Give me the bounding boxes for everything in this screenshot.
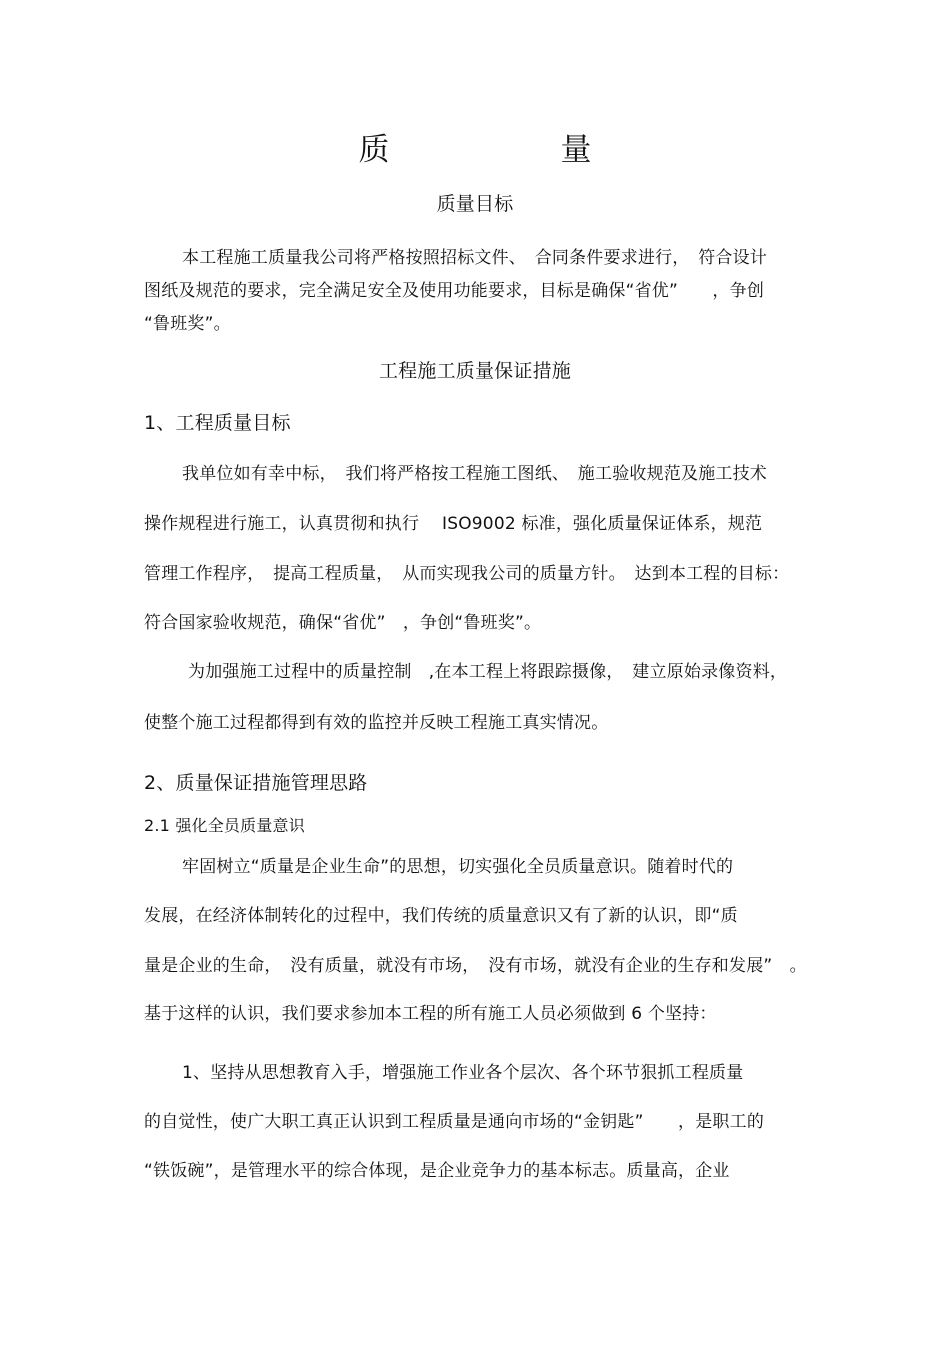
item1-para-line-1: 1、坚持从思想教育入手，增强施工作业各个层次、各个环节狠抓工程质量 <box>182 1063 744 1083</box>
sec21-para-line-2: 发展，在经济体制转化的过程中，我们传统的质量意识又有了新的认识，即“质 <box>144 906 738 926</box>
sec21-para-line-3: 量是企业的生命， 没有质量，就没有市场， 没有市场，就没有企业的生存和发展” 。 <box>144 956 807 976</box>
goal-paragraph-line-2: 图纸及规范的要求，完全满足安全及使用功能要求，目标是确保“省优” ，争创 <box>144 281 765 301</box>
sec1-para1-line-2: 操作规程进行施工，认真贯彻和执行 ISO9002 标准，强化质量保证体系，规范 <box>144 514 763 534</box>
sec1-para1-line-1: 我单位如有幸中标， 我们将严格按工程施工图纸、 施工验收规范及施工技术 <box>182 464 767 484</box>
item1-para-line-2: 的自觉性，使广大职工真正认识到工程质量是通向市场的“金钥匙” ，是职工的 <box>144 1112 765 1132</box>
section-heading-measures: 工程施工质量保证措施 <box>378 360 571 382</box>
section-heading-quality-goal: 质量目标 <box>436 193 514 215</box>
sec21-para-line-1: 牢固树立“质量是企业生命”的思想，切实强化全员质量意识。随着时代的 <box>182 857 734 877</box>
sec21-para-line-4: 基于这样的认识，我们要求参加本工程的所有施工人员必须做到 6 个坚持： <box>144 1004 717 1024</box>
section-2-heading: 2、质量保证措施管理思路 <box>144 772 368 794</box>
section-2-1-heading: 2.1 强化全员质量意识 <box>144 816 305 835</box>
document-title: 质 量 <box>358 132 662 168</box>
item1-para-line-3: “铁饭碗”，是管理水平的综合体现，是企业竞争力的基本标志。质量高，企业 <box>144 1161 730 1181</box>
goal-paragraph-line-3: “鲁班奖”。 <box>144 314 231 334</box>
sec1-para1-line-3: 管理工作程序， 提高工程质量， 从而实现我公司的质量方针。 达到本工程的目标： <box>144 564 790 584</box>
sec1-para2-line-2: 使整个施工过程都得到有效的监控并反映工程施工真实情况。 <box>144 713 609 733</box>
sec1-para1-line-4: 符合国家验收规范，确保“省优” ，争创“鲁班奖”。 <box>144 613 542 633</box>
section-1-heading: 1、工程质量目标 <box>144 412 291 434</box>
goal-paragraph-line-1: 本工程施工质量我公司将严格按照招标文件、 合同条件要求进行， 符合设计 <box>182 248 767 268</box>
sec1-para2-line-1: 为加强施工过程中的质量控制 ,在本工程上将跟踪摄像， 建立原始录像资料， <box>188 662 788 682</box>
